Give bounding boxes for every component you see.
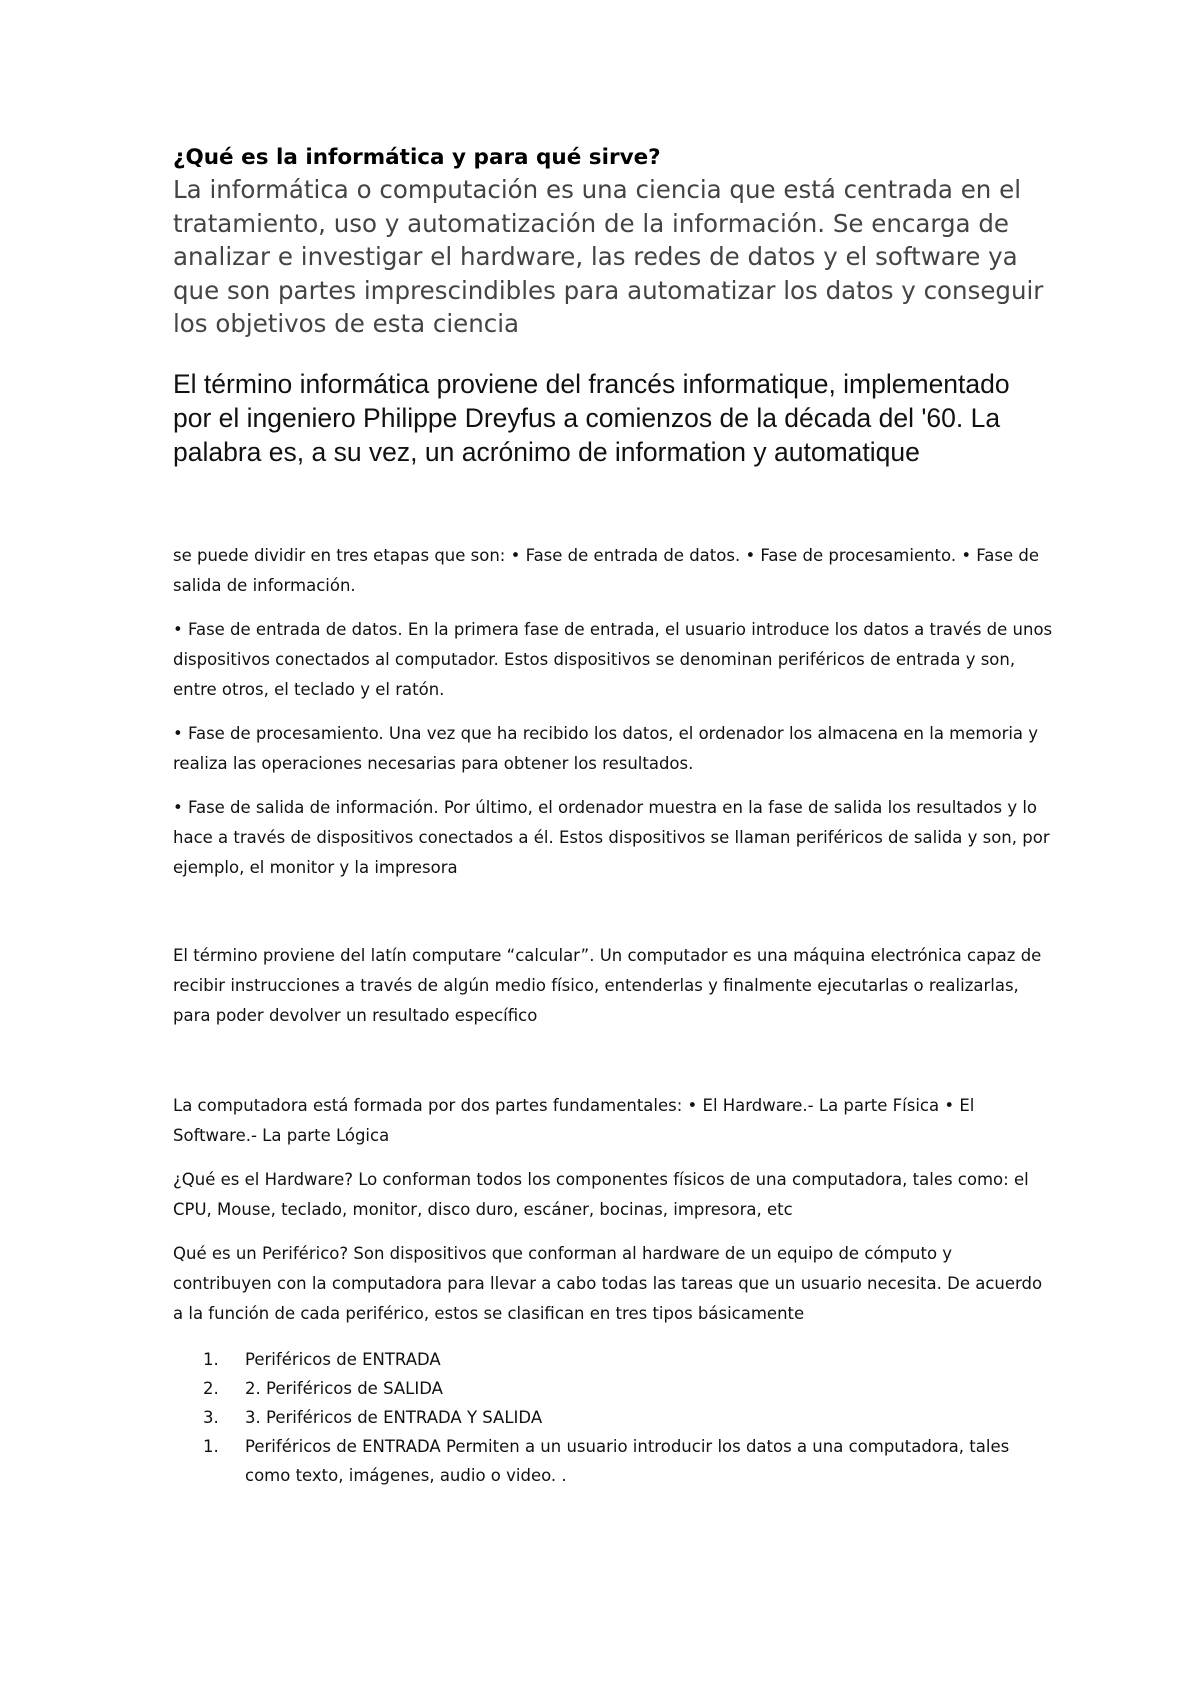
list-item-number: 1.	[203, 1436, 219, 1456]
origin-paragraph: El término informática proviene del francés informatique, implementado por el ingeniero Philippe Dreyfus a comienzos de la década del '60. La palabra es, a su vez, un acrónimo de information y automatique	[173, 368, 1010, 467]
document-content	[173, 143, 1053, 1490]
phase-output-paragraph: • Fase de salida de información. Por último, el ordenador muestra en la fase de salida los resultados y lo hace a través de dispositivos conectados a él. Estos dispositivos se llaman periféricos de salida y son, por ejemplo, el monitor y la impresora	[173, 797, 1050, 877]
list-item	[173, 1403, 1053, 1432]
list-item-text: Periféricos de ENTRADA	[245, 1349, 441, 1369]
computer-term-paragraph: El término proviene del latín computare “calcular”. Un computador es una máquina electrónica capaz de recibir instrucciones a través de algún medio físico, entenderlas y finalmente ejecutarlas o realizarlas, para poder devolver un resultado específico	[173, 945, 1042, 1025]
phase-input-paragraph: • Fase de entrada de datos. En la primera fase de entrada, el usuario introduce los datos a través de unos dispositivos conectados al computador. Estos dispositivos se denominan periféricos de entrada y son, entre otros, el teclado y el ratón.	[173, 619, 1053, 699]
list-item	[173, 1432, 1053, 1490]
peripheral-paragraph: Qué es un Periférico? Son dispositivos que conforman al hardware de un equipo de cómputo y contribuyen con la computadora para llevar a cabo todas las tareas que un usuario necesita. De acuerdo a la función de cada periférico, estos se clasifican en tres tipos básicamente	[173, 1243, 1043, 1323]
list-item-number: 3.	[203, 1407, 219, 1427]
phase-processing-paragraph: • Fase de procesamiento. Una vez que ha recibido los datos, el ordenador los almacena en la memoria y realiza las operaciones necesarias para obtener los resultados.	[173, 723, 1039, 773]
list-item-text: Periféricos de ENTRADA Permiten a un usuario introducir los datos a una computadora, tales como texto, imágenes, audio o video. .	[245, 1436, 1010, 1485]
hardware-paragraph: ¿Qué es el Hardware? Lo conforman todos los componentes físicos de una computadora, tales como: el CPU, Mouse, teclado, monitor, disco duro, escáner, bocinas, impresora, etc	[173, 1169, 1029, 1219]
intro-paragraph: La informática o computación es una ciencia que está centrada en el tratamiento, uso y automatización de la información. Se encarga de analizar e investigar el hardware, las redes de datos y el software ya que son partes imprescindibles para automatizar los datos y conseguir los objetivos de esta ciencia	[173, 175, 1044, 338]
list-item-number: 2.	[203, 1378, 219, 1398]
list-item	[173, 1345, 1053, 1374]
question-title: ¿Qué es la informática y para qué sirve?	[173, 145, 661, 170]
peripheral-types-list	[173, 1345, 1053, 1490]
parts-paragraph: La computadora está formada por dos partes fundamentales: • El Hardware.- La parte Física • El Software.- La parte Lógica	[173, 1095, 975, 1145]
list-item-text: 3. Periféricos de ENTRADA Y SALIDA	[245, 1407, 543, 1427]
stages-paragraph: se puede dividir en tres etapas que son: • Fase de entrada de datos. • Fase de procesamiento. • Fase de salida de información.	[173, 545, 1040, 595]
list-item-text: 2. Periféricos de SALIDA	[245, 1378, 443, 1398]
list-item	[173, 1374, 1053, 1403]
list-item-number: 1.	[203, 1349, 219, 1369]
